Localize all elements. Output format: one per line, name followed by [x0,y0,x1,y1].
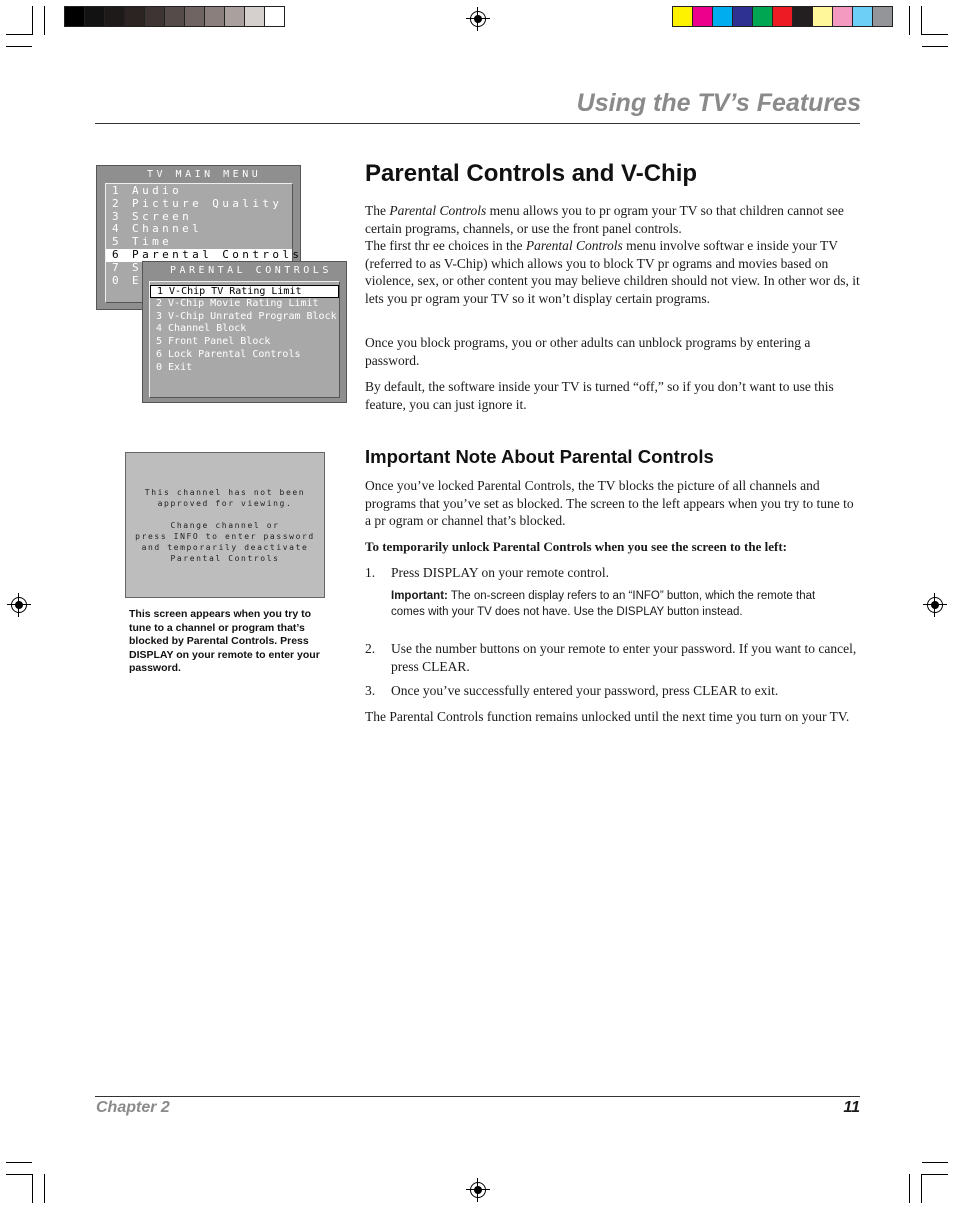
registration-mark-icon [470,1182,486,1198]
color-swatch [265,7,284,26]
color-swatch [205,7,225,26]
header-rule [95,123,860,124]
main-menu-item[interactable]: 4 Channel [112,222,203,236]
main-menu-item[interactable]: 5 Time [112,235,173,249]
crop-mark [922,34,948,35]
crop-mark [44,1174,45,1203]
parental-menu-item[interactable]: 4 Channel Block [156,323,247,335]
color-swatch [713,7,733,26]
section-heading: Parental Controls and V-Chip [365,160,698,187]
blocked-line: press INFO to enter password [135,532,315,541]
color-swatch [693,7,713,26]
crop-mark [909,6,910,35]
registration-mark-icon [11,597,27,613]
crop-mark [922,1162,948,1163]
crop-mark [32,1174,33,1203]
parental-menu-item[interactable]: 3 V-Chip Unrated Program Block [156,310,337,322]
parental-menu-item[interactable]: 0 Exit [156,361,193,373]
color-swatch [773,7,793,26]
color-swatch [813,7,833,26]
color-swatch [793,7,813,26]
crop-mark [6,46,32,47]
section-paragraph: Once you block programs, you or other adults can unblock programs by entering a password. [365,335,811,368]
section-paragraph: By default, the software inside your TV is turned “off,” so if you don’t want to use this feature, you can just ignore it. [365,379,834,412]
crop-mark [6,34,32,35]
color-swatch [873,7,892,26]
section-paragraph: The Parental Controls menu allows you to pr ogram your TV so that children cannot see certain programs, channels, or use the front panel controls. The first thr ee choices in the Parental Controls menu involve softwar e inside your TV (referred to as V-Chip) which allows you to block TV pr ograms and movies based on violence, sex, or other content you may believe children should not view. In other wor ds, it lets you pr ogram your TV so it won’t display certain programs. [365,203,860,306]
footer-rule [95,1096,860,1097]
crop-mark [909,1174,910,1203]
color-swatch [853,7,873,26]
footer-chapter: Chapter 2 [96,1099,170,1116]
blocked-line: This channel has not been [144,488,306,497]
color-swatch [125,7,145,26]
parental-menu-item[interactable]: 6 Lock Parental Controls [156,348,301,360]
blocked-channel-screen [125,452,325,598]
crop-mark [921,1174,922,1203]
parental-menu-title: PARENTAL CONTROLS [170,265,332,276]
crop-mark [6,1174,32,1175]
step-number: 3. [365,683,376,698]
blocked-line: approved for viewing. [157,499,293,508]
grayscale-color-bar [64,6,285,27]
important-note: Important: The on-screen display refers to an “INFO” button, which the remote that comes with your TV does not have. Use the DISPLAY button instead. [391,590,816,618]
crop-mark [922,46,948,47]
color-swatch [753,7,773,26]
step-number: 2. [365,641,376,656]
page-number: 11 [843,1099,860,1116]
color-swatch [225,7,245,26]
color-swatch [673,7,693,26]
note-paragraph: Once you’ve locked Parental Controls, the TV blocks the picture of all channels and programs that you’ve set as blocked. The screen to the left appears when you try to tune to a pr ogram or channel that’s blocked. [365,478,854,529]
color-swatch [245,7,265,26]
color-bar [672,6,893,27]
color-swatch [165,7,185,26]
main-menu-item[interactable]: 0 E [112,273,143,287]
step-text: Press DISPLAY on your remote control. [391,565,609,580]
step-text: Once you’ve successfully entered your password, press CLEAR to exit. [391,683,779,698]
color-swatch [65,7,85,26]
color-swatch [105,7,125,26]
color-swatch [145,7,165,26]
parental-controls-menu [142,261,347,403]
crop-mark [6,1162,32,1163]
subsection-heading: Important Note About Parental Controls [365,446,714,467]
color-swatch [185,7,205,26]
parental-menu-item[interactable]: 5 Front Panel Block [156,336,271,348]
registration-mark-icon [927,597,943,613]
parental-menu-item[interactable]: 2 V-Chip Movie Rating Limit [156,297,319,309]
parental-menu-item[interactable]: 1 V-Chip TV Rating Limit [150,285,339,298]
parental-menu-list [149,281,340,398]
page-header-title: Using the TV’s Features [576,89,861,117]
closing-paragraph: The Parental Controls function remains unlocked until the next time you turn on your TV. [365,709,850,724]
step-number: 1. [365,565,376,580]
color-swatch [833,7,853,26]
blocked-line: Change channel or [170,521,280,530]
crop-mark [32,6,33,35]
instruction-heading: To temporarily unlock Parental Controls when you see the screen to the left: [365,539,787,554]
crop-mark [922,1174,948,1175]
color-swatch [85,7,105,26]
main-menu-item[interactable]: 2 Picture Quality [112,196,283,210]
main-menu-item[interactable]: 1 Audio [112,184,183,197]
main-menu-item[interactable]: 3 Screen [112,209,193,223]
main-menu-item[interactable]: 7 S [112,260,143,274]
main-menu-item[interactable]: 6 Parental Controls [106,249,292,262]
blocked-screen-caption: This screen appears when you try to tune to a channel or program that’s blocked by Parental Controls. Press DISPLAY on your remote to enter your password. [129,608,320,675]
step-text: Use the number buttons on your remote to enter your password. If you want to cancel, press CLEAR. [391,641,857,674]
crop-mark [44,6,45,35]
blocked-line: Parental Controls [170,554,280,563]
main-menu-title: TV MAIN MENU [147,169,262,180]
crop-mark [921,6,922,35]
registration-mark-icon [470,11,486,27]
blocked-line: and temporarily deactivate [141,543,309,552]
color-swatch [733,7,753,26]
